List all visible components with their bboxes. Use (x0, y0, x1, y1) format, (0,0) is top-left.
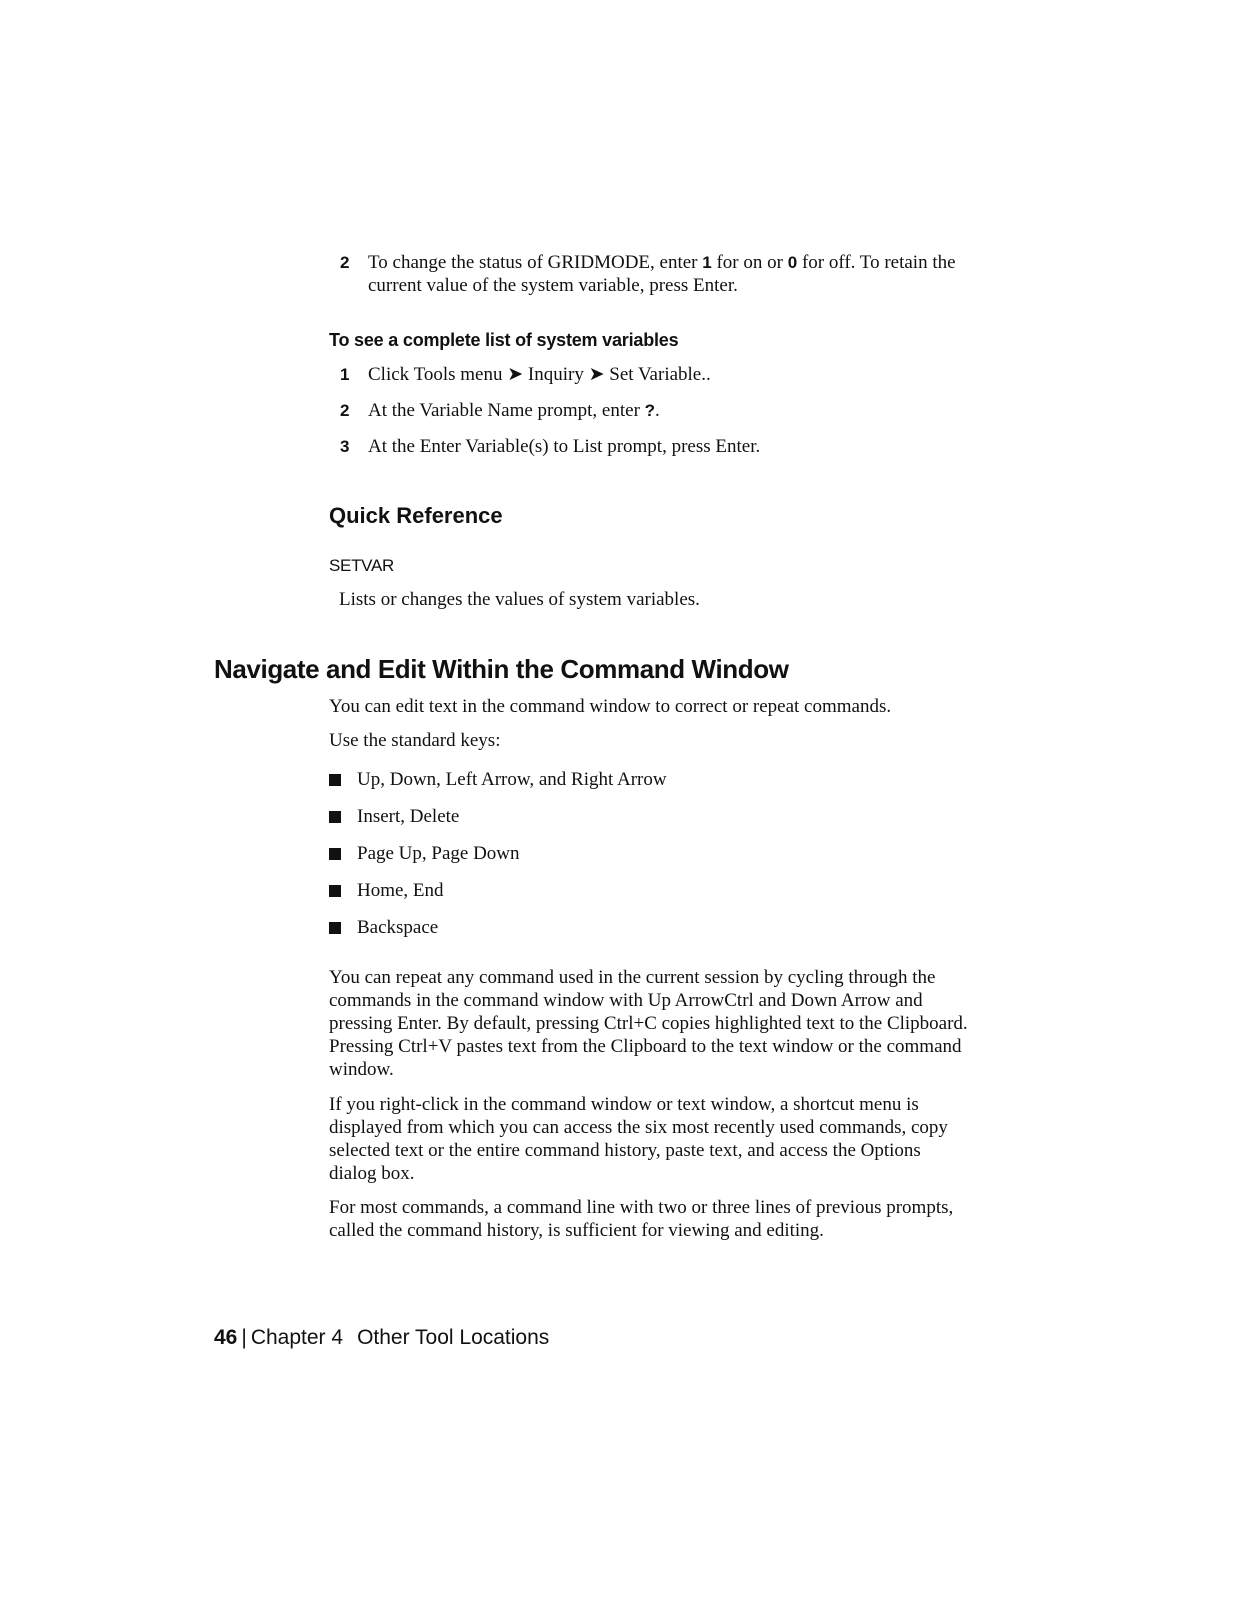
bold-zero: 0 (787, 253, 798, 272)
quick-reference-command: SETVAR (329, 556, 394, 575)
step-text: Click Tools menu ➤ Inquiry ➤ Set Variable.. (368, 364, 711, 385)
list-item: Insert, Delete (329, 805, 969, 842)
quick-reference-heading: Quick Reference (329, 503, 503, 528)
procedure-step-2 (340, 399, 980, 422)
page-footer (214, 1326, 549, 1350)
bullet-square-icon (329, 885, 341, 897)
section-heading: Navigate and Edit Within the Command Window (214, 654, 789, 684)
bullet-square-icon (329, 774, 341, 786)
step-number: 2 (340, 253, 350, 272)
footer-separator: | (241, 1326, 247, 1349)
bold-question-mark: ? (644, 401, 656, 420)
list-item: Backspace (329, 916, 969, 953)
list-item: Up, Down, Left Arrow, and Right Arrow (329, 768, 969, 805)
bullet-square-icon (329, 811, 341, 823)
keys-list (329, 768, 969, 953)
procedure-step-3 (340, 435, 980, 458)
footer-chapter: Chapter 4 (250, 1326, 344, 1349)
step-number: 3 (340, 437, 350, 456)
step-text: At the Enter Variable(s) to List prompt, press Enter. (368, 436, 761, 457)
step-number: 1 (340, 365, 350, 384)
section-intro: You can edit text in the command window to correct or repeat commands. (329, 696, 892, 717)
quick-reference-description: Lists or changes the values of system variables. (339, 589, 700, 610)
step-text: At the Variable Name prompt, enter ?. (368, 400, 660, 421)
procedure-heading: To see a complete list of system variables (329, 330, 679, 350)
step-number: 2 (340, 401, 350, 420)
step-gridmode (340, 251, 980, 297)
keys-intro: Use the standard keys: (329, 730, 501, 751)
paragraph-repeat-commands: You can repeat any command used in the current session by cycling through the commands in the command window with Up ArrowCtrl and Down Arrow and pressing Enter. By default, pressing Ctrl+C copies highlighted text to the Clipboard. Pressing Ctrl+V pastes text from the Clipboard to the text window or the command window. (329, 967, 968, 1080)
list-item: Home, End (329, 879, 969, 916)
list-item: Page Up, Page Down (329, 842, 969, 879)
step-text: To change the status of GRIDMODE, enter 1 for on or 0 for off. To retain the current value of the system variable, press Enter. (368, 252, 956, 296)
footer-chapter-title: Other Tool Locations (357, 1326, 550, 1349)
paragraph-shortcut-menu: If you right-click in the command window or text window, a shortcut menu is displayed from which you can access the six most recently used commands, copy selected text or the entire command history, paste text, and access the Options dialog box. (329, 1094, 948, 1184)
bullet-square-icon (329, 922, 341, 934)
page-number: 46 (214, 1326, 238, 1349)
paragraph-command-history: For most commands, a command line with two or three lines of previous prompts, called the command history, is sufficient for viewing and editing. (329, 1197, 954, 1241)
bullet-square-icon (329, 848, 341, 860)
procedure-step-1 (340, 363, 980, 386)
bold-one: 1 (702, 253, 712, 272)
